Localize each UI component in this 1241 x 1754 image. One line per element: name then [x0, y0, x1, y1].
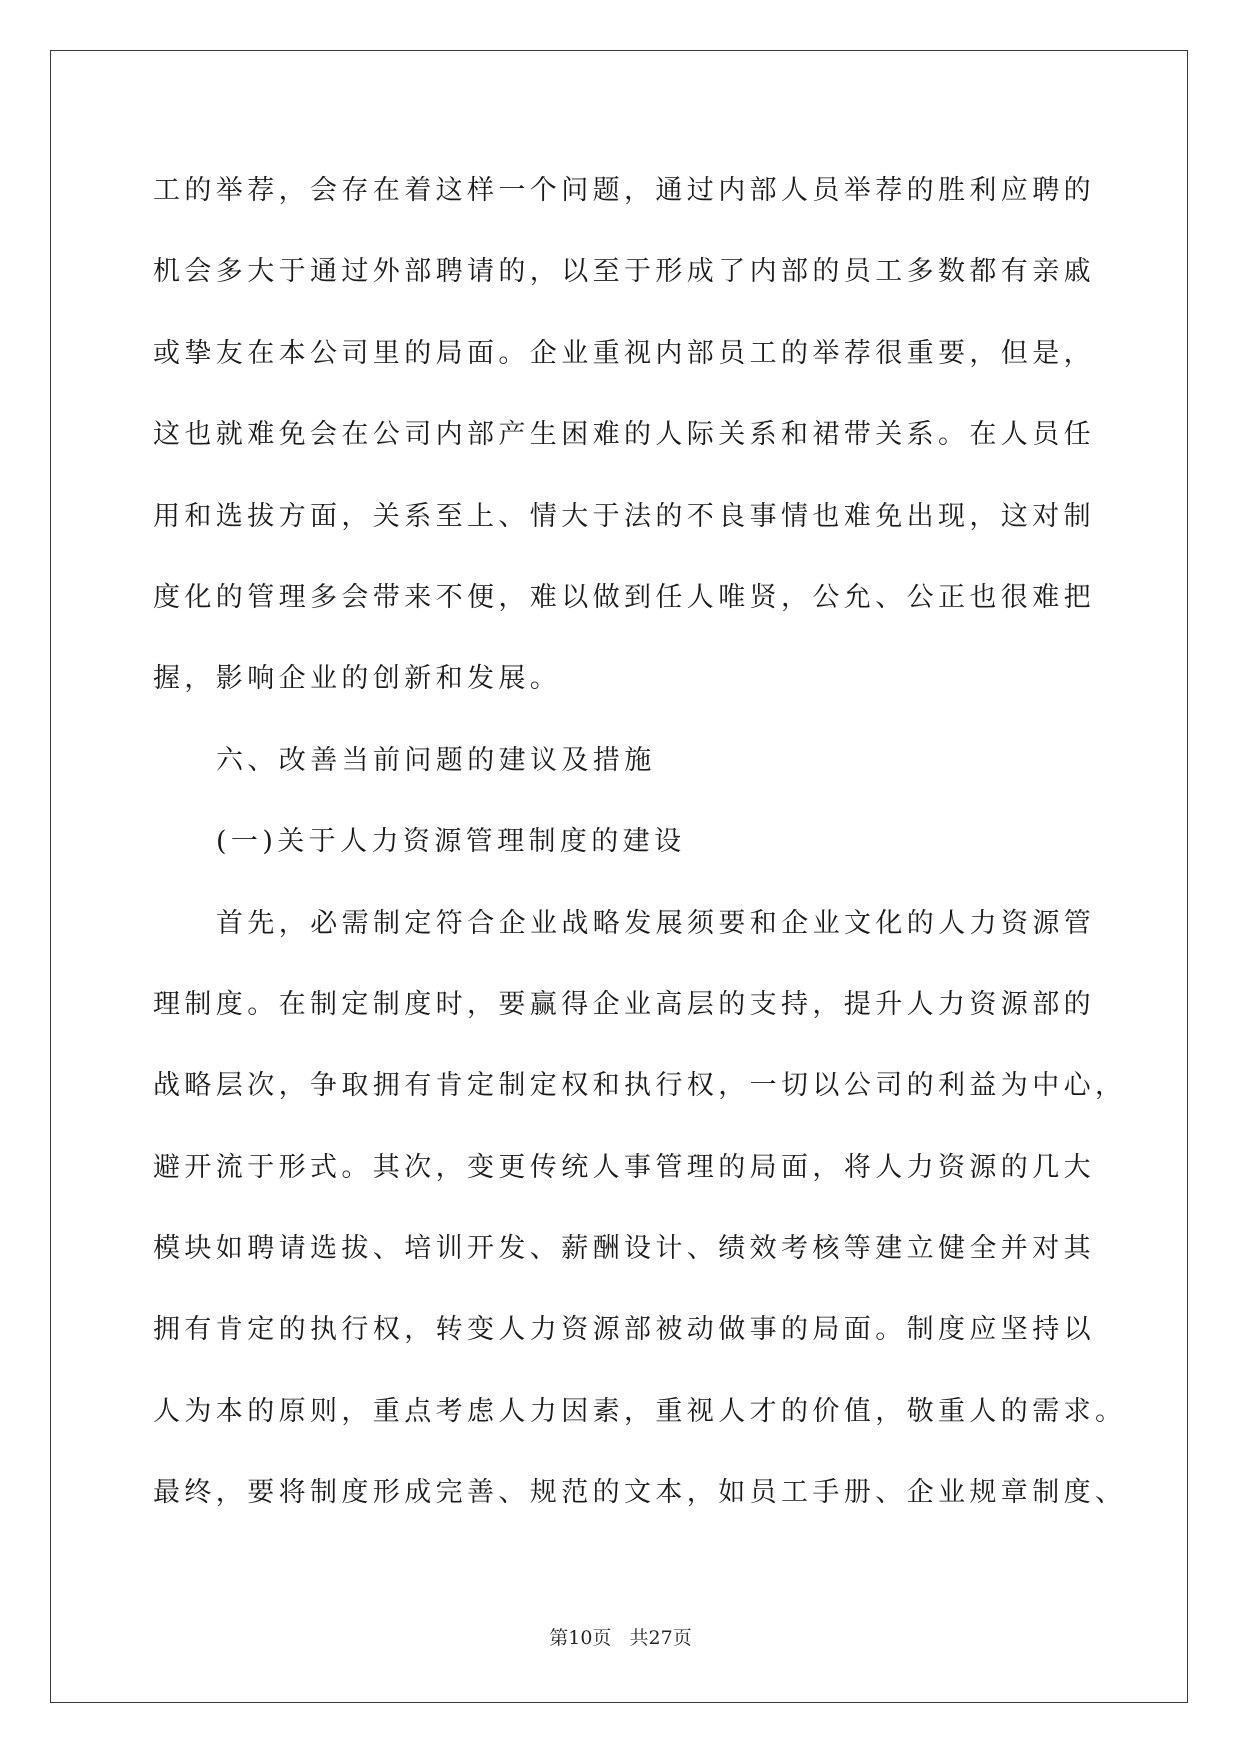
section-heading: 六、改善当前问题的建议及措施 [216, 744, 656, 776]
body-line: 这也就难免会在公司内部产生困难的人际关系和裙带关系。在人员任 [153, 419, 1095, 451]
body-line: 最终，要将制度形成完善、规范的文本，如员工手册、企业规章制度、 [153, 1477, 1127, 1509]
body-line: 握，影响企业的创新和发展。 [153, 663, 562, 695]
body-line: 机会多大于通过外部聘请的，以至于形成了内部的员工多数都有亲戚 [153, 256, 1095, 288]
body-line: 度化的管理多会带来不便，难以做到任人唯贤，公允、公正也很难把 [153, 581, 1095, 613]
body-line: 拥有肯定的执行权，转变人力资源部被动做事的局面。制度应坚持以 [153, 1314, 1095, 1346]
body-line: 工的举荐，会存在着这样一个问题，通过内部人员举荐的胜利应聘的 [153, 175, 1095, 206]
page-number-footer: 第10页 共27页 [549, 1627, 692, 1649]
document-body [153, 150, 1153, 1534]
body-line: 战略层次，争取拥有肯定制定权和执行权，一切以公司的利益为中心， [153, 1070, 1127, 1102]
body-line: 模块如聘请选拔、培训开发、薪酬设计、绩效考核等建立健全并对其 [153, 1233, 1095, 1265]
body-line: 理制度。在制定制度时，要赢得企业高层的支持，提升人力资源部的 [153, 988, 1095, 1020]
body-line: 避开流于形式。其次，变更传统人事管理的局面，将人力资源的几大 [153, 1151, 1095, 1183]
body-line: 人为本的原则，重点考虑人力因素，重视人才的价值，敬重人的需求。 [153, 1395, 1127, 1427]
paragraph-first-line: 首先，必需制定符合企业战略发展须要和企业文化的人力资源管 [216, 907, 1096, 939]
subsection-heading: (一)关于人力资源管理制度的建设 [216, 826, 686, 858]
body-line: 用和选拔方面，关系至上、情大于法的不良事情也难免出现，这对制 [153, 500, 1095, 532]
body-line: 或挚友在本公司里的局面。企业重视内部员工的举荐很重要，但是， [153, 337, 1095, 369]
